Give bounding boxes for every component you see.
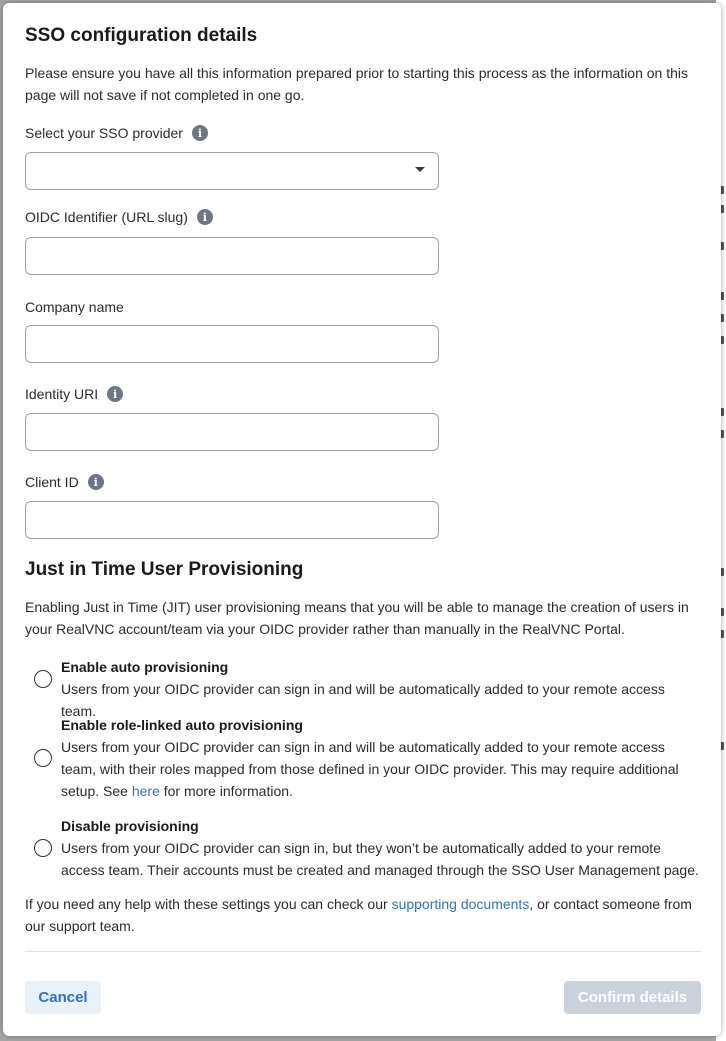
identity-uri-input[interactable] xyxy=(25,413,439,451)
radio-option-title: Enable role-linked auto provisioning xyxy=(61,717,303,733)
radio-button[interactable] xyxy=(34,670,52,688)
radio-option-description xyxy=(61,736,701,802)
radio-option-description-text: for more information. xyxy=(159,783,293,799)
sso-provider-label xyxy=(25,125,208,141)
help-text-start: If you need any help with these settings you can check our xyxy=(25,896,392,912)
chevron-down-icon xyxy=(415,167,425,172)
identity-uri-label xyxy=(25,386,123,402)
confirm-details-button[interactable]: Confirm details xyxy=(564,981,701,1014)
info-icon[interactable]: i xyxy=(88,474,104,490)
info-icon[interactable]: i xyxy=(192,125,208,141)
provisioning-description: Enabling Just in Time (JIT) user provisioning means that you will be able to manage the creation of users in your RealVNC account/team via your OIDC provider rather than manually in the RealVNC Portal. xyxy=(25,599,689,637)
client-id-input[interactable] xyxy=(25,501,439,539)
info-icon[interactable]: i xyxy=(107,386,123,402)
radio-button[interactable] xyxy=(34,839,52,857)
help-text-end: , or contact someone from our support team. xyxy=(25,896,692,934)
oidc-identifier-label xyxy=(25,209,213,225)
sso-provider-label-text: Select your SSO provider xyxy=(25,125,183,141)
supporting-documents-link[interactable]: supporting documents xyxy=(391,896,530,912)
radio-button[interactable] xyxy=(34,749,52,767)
radio-option-description: Users from your OIDC provider can sign in and will be automatically added to your remote access team. xyxy=(61,681,665,719)
oidc-identifier-label-text: OIDC Identifier (URL slug) xyxy=(25,209,188,225)
here-link[interactable]: here xyxy=(131,783,160,799)
radio-option-description: Users from your OIDC provider can sign in, but they won’t be automatically added to your remote access team. Their accounts must be created and managed through the SSO User Management page. xyxy=(61,840,699,878)
oidc-identifier-input[interactable] xyxy=(25,237,439,275)
client-id-label xyxy=(25,474,104,490)
identity-uri-label-text: Identity URI xyxy=(25,386,99,402)
footer-divider xyxy=(25,951,701,952)
sso-configuration-modal xyxy=(3,3,721,1036)
help-text xyxy=(25,893,705,937)
modal-title: SSO configuration details xyxy=(25,25,258,46)
cancel-button[interactable]: Cancel xyxy=(25,981,101,1014)
provisioning-section-title: Just in Time User Provisioning xyxy=(25,559,304,580)
company-name-label-text: Company name xyxy=(25,299,124,315)
modal-intro-text: Please ensure you have all this information prepared prior to starting this process as the information on this page will not save if not completed in one go. xyxy=(25,65,689,103)
radio-option-title: Disable provisioning xyxy=(61,818,199,834)
radio-option-title: Enable auto provisioning xyxy=(61,659,229,675)
radio-option-description-text: Users from your OIDC provider can sign in and will be automatically added to your remote access team, with their roles mapped from those defined in your OIDC provider. This may require additional setup. See xyxy=(61,739,679,799)
company-name-label xyxy=(25,299,124,315)
info-icon[interactable]: i xyxy=(197,209,213,225)
sso-provider-select[interactable] xyxy=(25,152,439,190)
company-name-input[interactable] xyxy=(25,325,439,363)
client-id-label-text: Client ID xyxy=(25,474,79,490)
